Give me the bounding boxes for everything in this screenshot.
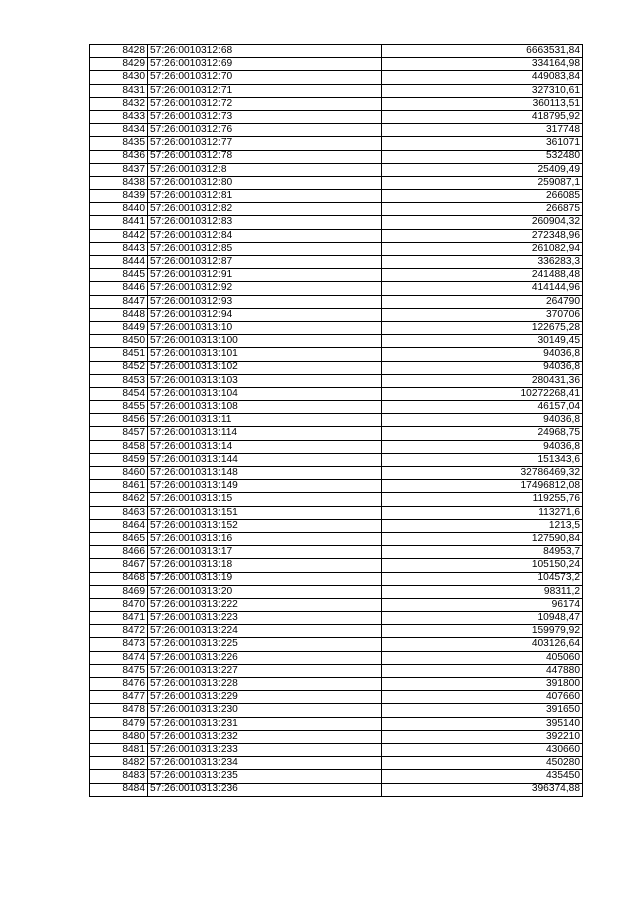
row-number-cell: 8476 — [90, 678, 148, 691]
cadastral-number-cell: 57:26:0010312:70 — [148, 71, 382, 84]
cadastral-number-cell: 57:26:0010313:233 — [148, 743, 382, 756]
cadastral-number-cell: 57:26:0010313:227 — [148, 664, 382, 677]
cadastral-value-cell: 105150,24 — [382, 559, 583, 572]
table-row — [90, 335, 583, 348]
row-number-cell: 8467 — [90, 559, 148, 572]
table-row — [90, 625, 583, 638]
table-row — [90, 480, 583, 493]
row-number-cell: 8439 — [90, 190, 148, 203]
table-row — [90, 308, 583, 321]
cadastral-number-cell: 57:26:0010313:230 — [148, 704, 382, 717]
row-number-cell: 8436 — [90, 150, 148, 163]
cadastral-value-cell: 532480 — [382, 150, 583, 163]
cadastral-value-cell: 403126,64 — [382, 638, 583, 651]
cadastral-number-cell: 57:26:0010312:80 — [148, 176, 382, 189]
cadastral-number-cell: 57:26:0010313:151 — [148, 506, 382, 519]
table-row — [90, 770, 583, 783]
cadastral-number-cell: 57:26:0010313:144 — [148, 453, 382, 466]
cadastral-value-cell: 259087,1 — [382, 176, 583, 189]
row-number-cell: 8454 — [90, 387, 148, 400]
row-number-cell: 8437 — [90, 163, 148, 176]
cadastral-number-cell: 57:26:0010313:17 — [148, 546, 382, 559]
cadastral-number-cell: 57:26:0010312:72 — [148, 97, 382, 110]
cadastral-number-cell: 57:26:0010313:149 — [148, 480, 382, 493]
table-row — [90, 572, 583, 585]
cadastral-number-cell: 57:26:0010313:231 — [148, 717, 382, 730]
row-number-cell: 8475 — [90, 664, 148, 677]
cadastral-number-cell: 57:26:0010313:235 — [148, 770, 382, 783]
table-row — [90, 612, 583, 625]
document-page — [89, 44, 583, 797]
table-row — [90, 229, 583, 242]
cadastral-value-cell: 396374,88 — [382, 783, 583, 796]
row-number-cell: 8430 — [90, 71, 148, 84]
cadastral-value-cell: 119255,76 — [382, 493, 583, 506]
table-row — [90, 348, 583, 361]
row-number-cell: 8445 — [90, 269, 148, 282]
cadastral-number-cell: 57:26:0010313:104 — [148, 387, 382, 400]
cadastral-number-cell: 57:26:0010312:84 — [148, 229, 382, 242]
cadastral-value-cell: 94036,8 — [382, 348, 583, 361]
row-number-cell: 8443 — [90, 242, 148, 255]
row-number-cell: 8451 — [90, 348, 148, 361]
table-row — [90, 58, 583, 71]
cadastral-number-cell: 57:26:0010313:20 — [148, 585, 382, 598]
table-row — [90, 467, 583, 480]
table-row — [90, 704, 583, 717]
cadastral-value-cell: 395140 — [382, 717, 583, 730]
row-number-cell: 8466 — [90, 546, 148, 559]
row-number-cell: 8463 — [90, 506, 148, 519]
cadastral-number-cell: 57:26:0010313:222 — [148, 598, 382, 611]
cadastral-number-cell: 57:26:0010312:94 — [148, 308, 382, 321]
cadastral-number-cell: 57:26:0010313:10 — [148, 321, 382, 334]
cadastral-number-cell: 57:26:0010313:102 — [148, 361, 382, 374]
cadastral-value-cell: 414144,96 — [382, 282, 583, 295]
cadastral-number-cell: 57:26:0010312:73 — [148, 110, 382, 123]
cadastral-number-cell: 57:26:0010313:16 — [148, 532, 382, 545]
cadastral-number-cell: 57:26:0010312:69 — [148, 58, 382, 71]
row-number-cell: 8456 — [90, 414, 148, 427]
cadastral-value-cell: 370706 — [382, 308, 583, 321]
cadastral-number-cell: 57:26:0010313:229 — [148, 691, 382, 704]
row-number-cell: 8481 — [90, 743, 148, 756]
table-row — [90, 256, 583, 269]
cadastral-number-cell: 57:26:0010313:232 — [148, 730, 382, 743]
cadastral-number-cell: 57:26:0010312:85 — [148, 242, 382, 255]
cadastral-value-cell: 151343,6 — [382, 453, 583, 466]
cadastral-number-cell: 57:26:0010313:226 — [148, 651, 382, 664]
cadastral-value-cell: 113271,6 — [382, 506, 583, 519]
table-row — [90, 124, 583, 137]
cadastral-value-cell: 391650 — [382, 704, 583, 717]
row-number-cell: 8464 — [90, 519, 148, 532]
table-row — [90, 269, 583, 282]
cadastral-value-cell: 98311,2 — [382, 585, 583, 598]
cadastral-value-cell: 241488,48 — [382, 269, 583, 282]
cadastral-value-cell: 361071 — [382, 137, 583, 150]
row-number-cell: 8462 — [90, 493, 148, 506]
cadastral-value-cell: 418795,92 — [382, 110, 583, 123]
table-row — [90, 84, 583, 97]
table-row — [90, 440, 583, 453]
cadastral-value-cell: 360113,51 — [382, 97, 583, 110]
row-number-cell: 8446 — [90, 282, 148, 295]
table-row — [90, 743, 583, 756]
table-row — [90, 493, 583, 506]
cadastral-value-cell: 264790 — [382, 295, 583, 308]
row-number-cell: 8472 — [90, 625, 148, 638]
table-row — [90, 321, 583, 334]
cadastral-value-cell: 10948,47 — [382, 612, 583, 625]
cadastral-value-cell: 407660 — [382, 691, 583, 704]
row-number-cell: 8458 — [90, 440, 148, 453]
table-row — [90, 717, 583, 730]
cadastral-number-cell: 57:26:0010313:15 — [148, 493, 382, 506]
cadastral-number-cell: 57:26:0010313:148 — [148, 467, 382, 480]
row-number-cell: 8470 — [90, 598, 148, 611]
cadastral-value-cell: 17496812,08 — [382, 480, 583, 493]
cadastral-number-cell: 57:26:0010313:101 — [148, 348, 382, 361]
cadastral-number-cell: 57:26:0010312:8 — [148, 163, 382, 176]
row-number-cell: 8483 — [90, 770, 148, 783]
table-row — [90, 110, 583, 123]
cadastral-number-cell: 57:26:0010313:228 — [148, 678, 382, 691]
row-number-cell: 8453 — [90, 374, 148, 387]
cadastral-value-cell: 104573,2 — [382, 572, 583, 585]
cadastral-value-cell: 94036,8 — [382, 414, 583, 427]
cadastral-number-cell: 57:26:0010312:87 — [148, 256, 382, 269]
table-row — [90, 730, 583, 743]
cadastral-value-cell: 430660 — [382, 743, 583, 756]
table-row — [90, 638, 583, 651]
cadastral-value-cell: 447880 — [382, 664, 583, 677]
table-row — [90, 532, 583, 545]
table-row — [90, 97, 583, 110]
row-number-cell: 8428 — [90, 45, 148, 58]
table-row — [90, 282, 583, 295]
row-number-cell: 8461 — [90, 480, 148, 493]
table-row — [90, 559, 583, 572]
cadastral-value-cell: 24968,75 — [382, 427, 583, 440]
row-number-cell: 8444 — [90, 256, 148, 269]
cadastral-number-cell: 57:26:0010312:83 — [148, 216, 382, 229]
table-row — [90, 414, 583, 427]
cadastral-number-cell: 57:26:0010312:81 — [148, 190, 382, 203]
cadastral-value-cell: 435450 — [382, 770, 583, 783]
row-number-cell: 8473 — [90, 638, 148, 651]
table-row — [90, 361, 583, 374]
cadastral-value-cell: 392210 — [382, 730, 583, 743]
row-number-cell: 8482 — [90, 757, 148, 770]
row-number-cell: 8479 — [90, 717, 148, 730]
cadastral-value-cell: 272348,96 — [382, 229, 583, 242]
row-number-cell: 8457 — [90, 427, 148, 440]
table-row — [90, 519, 583, 532]
table-row — [90, 691, 583, 704]
cadastral-number-cell: 57:26:0010313:14 — [148, 440, 382, 453]
cadastral-number-cell: 57:26:0010312:68 — [148, 45, 382, 58]
row-number-cell: 8478 — [90, 704, 148, 717]
row-number-cell: 8440 — [90, 203, 148, 216]
row-number-cell: 8431 — [90, 84, 148, 97]
cadastral-value-cell: 449083,84 — [382, 71, 583, 84]
table-row — [90, 546, 583, 559]
cadastral-number-cell: 57:26:0010312:91 — [148, 269, 382, 282]
row-number-cell: 8477 — [90, 691, 148, 704]
cadastral-value-cell: 336283,3 — [382, 256, 583, 269]
cadastral-number-cell: 57:26:0010313:103 — [148, 374, 382, 387]
cadastral-value-cell: 261082,94 — [382, 242, 583, 255]
table-row — [90, 163, 583, 176]
cadastral-value-cell: 266085 — [382, 190, 583, 203]
cadastral-number-cell: 57:26:0010313:11 — [148, 414, 382, 427]
row-number-cell: 8447 — [90, 295, 148, 308]
table-row — [90, 45, 583, 58]
cadastral-value-cell: 317748 — [382, 124, 583, 137]
cadastral-number-cell: 57:26:0010312:77 — [148, 137, 382, 150]
cadastral-number-cell: 57:26:0010313:18 — [148, 559, 382, 572]
table-row — [90, 190, 583, 203]
cadastral-number-cell: 57:26:0010313:114 — [148, 427, 382, 440]
cadastral-number-cell: 57:26:0010313:152 — [148, 519, 382, 532]
cadastral-value-cell: 94036,8 — [382, 440, 583, 453]
row-number-cell: 8450 — [90, 335, 148, 348]
cadastral-value-cell: 6663531,84 — [382, 45, 583, 58]
cadastral-number-cell: 57:26:0010313:234 — [148, 757, 382, 770]
table-row — [90, 216, 583, 229]
table-row — [90, 783, 583, 796]
cadastral-value-cell: 391800 — [382, 678, 583, 691]
table-row — [90, 387, 583, 400]
table-row — [90, 585, 583, 598]
cadastral-value-cell: 280431,36 — [382, 374, 583, 387]
cadastral-value-cell: 405060 — [382, 651, 583, 664]
cadastral-value-cell: 266875 — [382, 203, 583, 216]
table-row — [90, 427, 583, 440]
cadastral-number-cell: 57:26:0010313:236 — [148, 783, 382, 796]
cadastral-value-cell: 159979,92 — [382, 625, 583, 638]
cadastral-value-cell: 25409,49 — [382, 163, 583, 176]
row-number-cell: 8433 — [90, 110, 148, 123]
row-number-cell: 8442 — [90, 229, 148, 242]
cadastral-number-cell: 57:26:0010313:225 — [148, 638, 382, 651]
table-row — [90, 374, 583, 387]
cadastral-value-cell: 96174 — [382, 598, 583, 611]
cadastral-number-cell: 57:26:0010313:108 — [148, 401, 382, 414]
row-number-cell: 8471 — [90, 612, 148, 625]
row-number-cell: 8480 — [90, 730, 148, 743]
table-row — [90, 453, 583, 466]
row-number-cell: 8449 — [90, 321, 148, 334]
cadastral-value-cell: 30149,45 — [382, 335, 583, 348]
cadastral-value-cell: 260904,32 — [382, 216, 583, 229]
row-number-cell: 8432 — [90, 97, 148, 110]
cadastral-value-cell: 334164,98 — [382, 58, 583, 71]
row-number-cell: 8455 — [90, 401, 148, 414]
cadastral-number-cell: 57:26:0010312:82 — [148, 203, 382, 216]
cadastral-value-cell: 122675,28 — [382, 321, 583, 334]
row-number-cell: 8468 — [90, 572, 148, 585]
cadastral-number-cell: 57:26:0010313:223 — [148, 612, 382, 625]
row-number-cell: 8474 — [90, 651, 148, 664]
cadastral-number-cell: 57:26:0010312:93 — [148, 295, 382, 308]
cadastral-number-cell: 57:26:0010312:78 — [148, 150, 382, 163]
table-row — [90, 295, 583, 308]
row-number-cell: 8434 — [90, 124, 148, 137]
cadastral-value-cell: 450280 — [382, 757, 583, 770]
cadastral-value-cell: 32786469,32 — [382, 467, 583, 480]
cadastral-number-cell: 57:26:0010312:92 — [148, 282, 382, 295]
row-number-cell: 8484 — [90, 783, 148, 796]
cadastral-value-table — [89, 44, 583, 797]
table-row — [90, 664, 583, 677]
table-row — [90, 651, 583, 664]
table-body — [90, 45, 583, 797]
row-number-cell: 8459 — [90, 453, 148, 466]
table-row — [90, 176, 583, 189]
row-number-cell: 8465 — [90, 532, 148, 545]
table-row — [90, 757, 583, 770]
cadastral-value-cell: 10272268,41 — [382, 387, 583, 400]
table-row — [90, 203, 583, 216]
table-row — [90, 137, 583, 150]
table-row — [90, 150, 583, 163]
row-number-cell: 8448 — [90, 308, 148, 321]
row-number-cell: 8469 — [90, 585, 148, 598]
cadastral-number-cell: 57:26:0010313:224 — [148, 625, 382, 638]
table-row — [90, 242, 583, 255]
cadastral-value-cell: 84953,7 — [382, 546, 583, 559]
row-number-cell: 8460 — [90, 467, 148, 480]
cadastral-value-cell: 94036,8 — [382, 361, 583, 374]
cadastral-number-cell: 57:26:0010313:19 — [148, 572, 382, 585]
row-number-cell: 8435 — [90, 137, 148, 150]
row-number-cell: 8452 — [90, 361, 148, 374]
cadastral-number-cell: 57:26:0010313:100 — [148, 335, 382, 348]
table-row — [90, 598, 583, 611]
cadastral-value-cell: 1213,5 — [382, 519, 583, 532]
row-number-cell: 8441 — [90, 216, 148, 229]
table-row — [90, 401, 583, 414]
cadastral-value-cell: 327310,61 — [382, 84, 583, 97]
cadastral-value-cell: 46157,04 — [382, 401, 583, 414]
row-number-cell: 8429 — [90, 58, 148, 71]
cadastral-number-cell: 57:26:0010312:71 — [148, 84, 382, 97]
cadastral-value-cell: 127590,84 — [382, 532, 583, 545]
row-number-cell: 8438 — [90, 176, 148, 189]
cadastral-number-cell: 57:26:0010312:76 — [148, 124, 382, 137]
table-row — [90, 678, 583, 691]
table-row — [90, 506, 583, 519]
table-row — [90, 71, 583, 84]
